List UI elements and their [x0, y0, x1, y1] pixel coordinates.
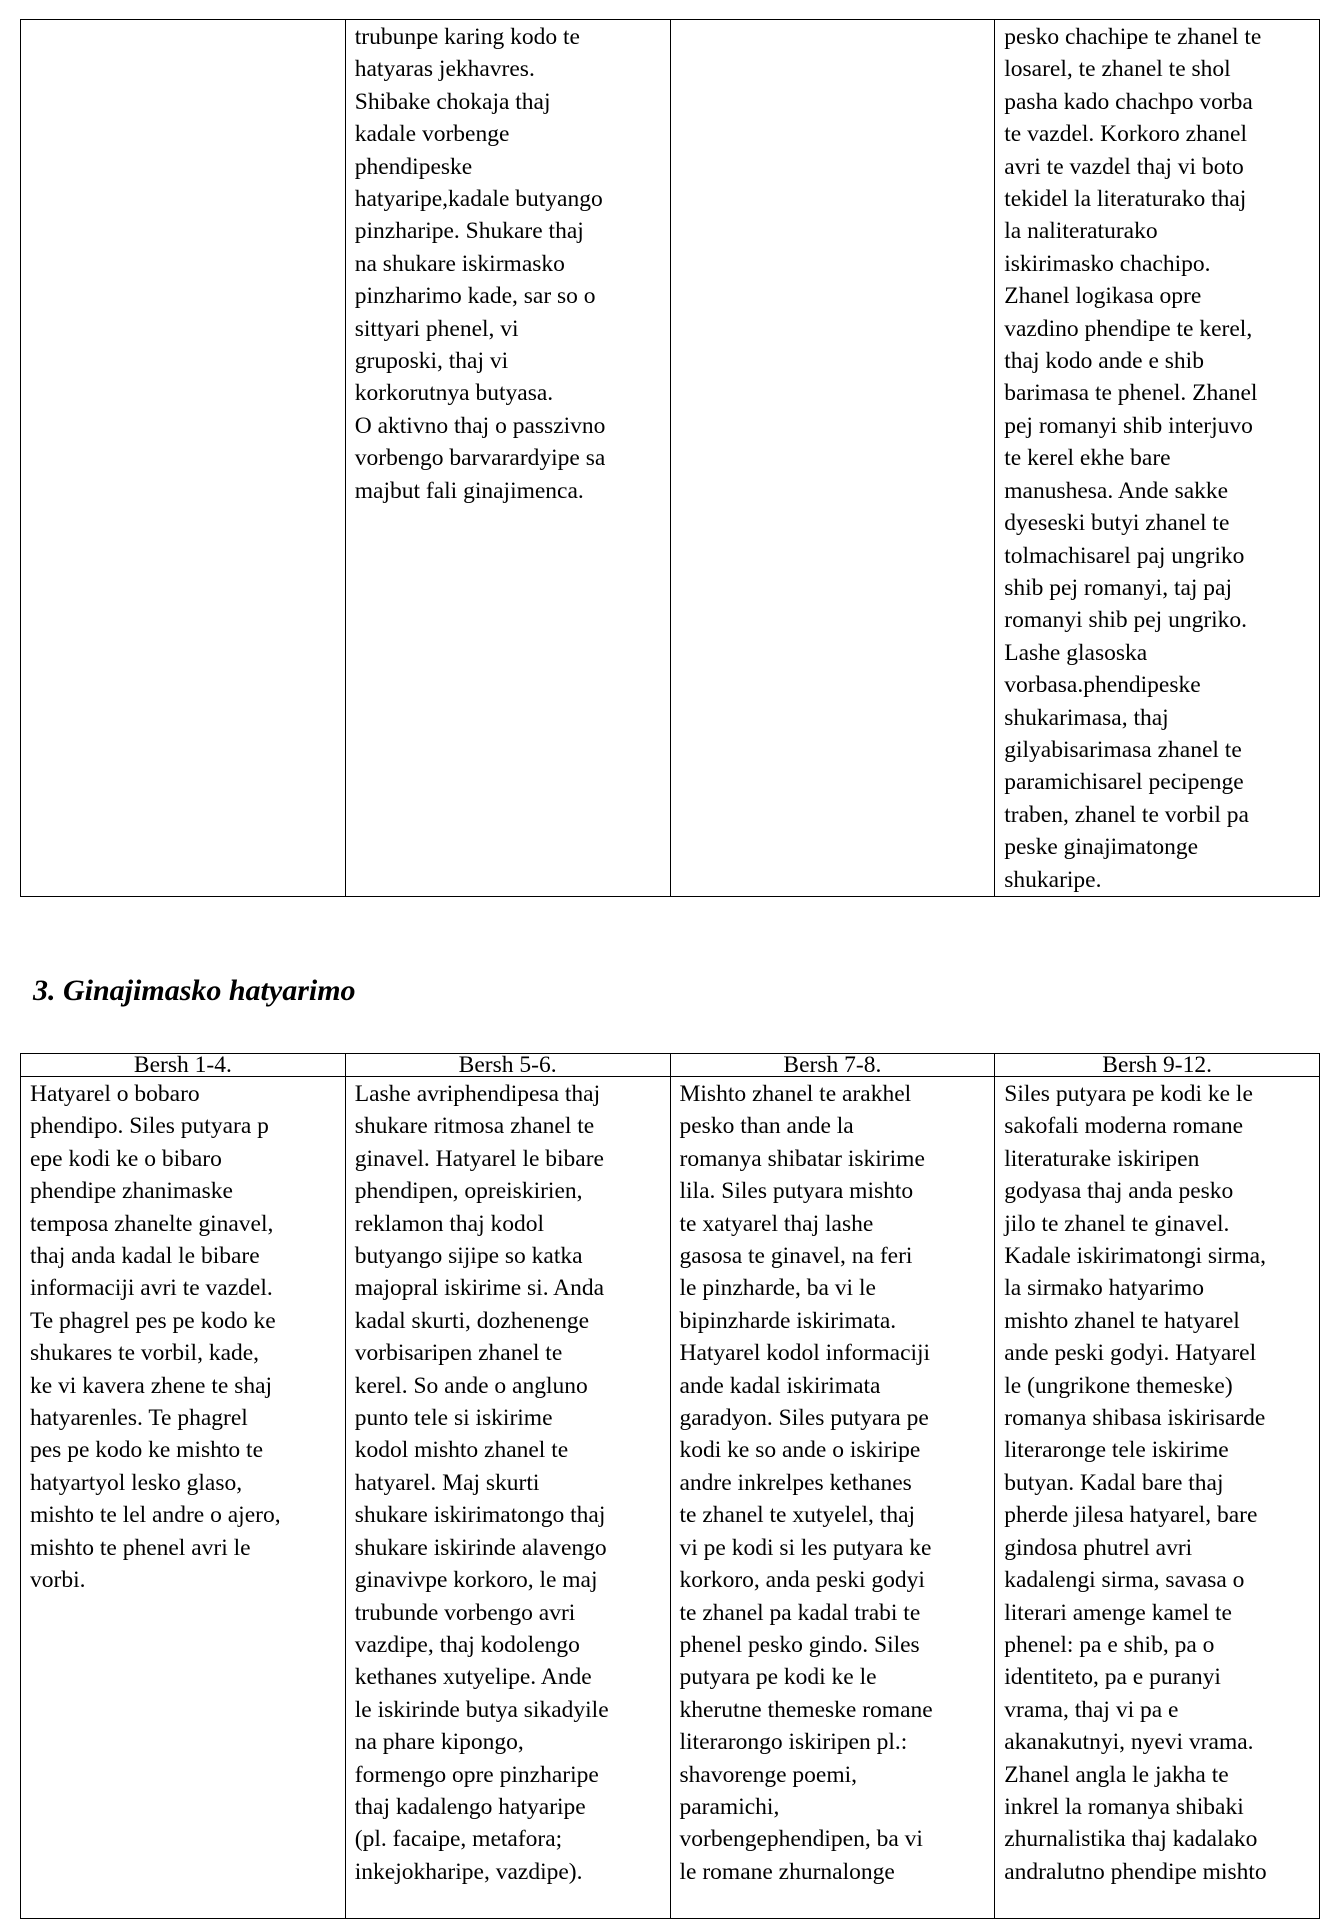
table-cell-col1 [21, 20, 346, 897]
cell-text: Mishto zhanel te arakhel pesko than ande la romanya shibatar iskirime lila. Siles putyara mishto te xatyarel thaj lashe gasosa te ginavel, na feri le pinzharde, ba vi le bipinzharde iskirimata. Hatyarel kodol informaciji ande kadal iskirimata garadyon. Siles putyara pe kodi ke so ande o iskiripe andre inkrelpes kethanes te zhanel te xutyelel, thaj vi pe kodi si les putyara ke korkoro, anda peski godyi te zhanel pa kadal trabi te phenel pesko gindo. Siles putyara pe kodi ke le kherutne themeske romane literarongo iskiripen pl.: shavorenge poemi, paramichi, vorbengephendipen, ba vi le romane zhurnalonge [679, 1081, 933, 1885]
cell-text: Siles putyara pe kodi ke le sakofali moderna romane literaturake iskiripen godyasa thaj anda pesko jilo te zhanel te ginavel. Kadale iskirimatongi sirma, la sirmako hatyarimo mishto zhanel te hatyarel ande peski godyi. Hatyarel le (ungrikone themeske) romanya shibasa iskirisarde literaronge tele iskirime butyan. Kadal bare thaj pherde jilesa hatyarel, bare gindosa phutrel avri kadalengi sirma, savasa o literari amenge kamel te phenel: pa e shib, pa o identiteto, pa e puranyi vrama, thaj vi pa e akanakutnyi, nyevi vrama. Zhanel angla le jakha te inkrel la romanya shibaki zhurnalistika thaj kadalako andralutno phendipe mishto [1004, 1081, 1267, 1885]
table-cell [21, 1077, 346, 1919]
column-header: Bersh 7-8. [670, 1054, 995, 1077]
table-cell-col4 [995, 20, 1320, 897]
continuation-table [20, 19, 1320, 897]
column-header: Bersh 5-6. [345, 1054, 670, 1077]
table-row [21, 20, 1320, 897]
table-cell [995, 1077, 1320, 1919]
grade-table [20, 1053, 1320, 1919]
table-header-row [21, 1054, 1320, 1077]
cell-text: Lashe avriphendipesa thaj shukare ritmosa zhanel te ginavel. Hatyarel le bibare phendipen, opreiskirien, reklamon thaj kodol butyango sijipe so katka majopral iskirime si. Anda kadal skurti, dozhenenge vorbisaripen zhanel te kerel. So ande o angluno punto tele si iskirime kodol mishto zhanel te hatyarel. Maj skurti shukare iskirimatongo thaj shukare iskirinde alavengo ginavivpe korkoro, le maj trubunde vorbengo avri vazdipe, thaj kodolengo kethanes xutyelipe. Ande le iskirinde butya sikadyile na phare kipongo, formengo opre pinzharipe thaj kadalengo hatyaripe (pl. facaipe, metafora; inkejokharipe, vazdipe). [354, 1081, 609, 1885]
column-header: Bersh 1-4. [21, 1054, 346, 1077]
table-row [21, 1077, 1320, 1919]
table-cell [345, 1077, 670, 1919]
table-cell-col2 [345, 20, 670, 897]
table-cell-col3 [670, 20, 995, 897]
cell-text: trubunpe karing kodo te hatyaras jekhavres. Shibake chokaja thaj kadale vorbenge phendipeske hatyaripe,kadale butyango pinzharipe. Shukare thaj na shukare iskirmasko pinzharimo kade, sar so o sittyari phenel, vi gruposki, thaj vi korkorutnya butyasa. O aktivno thaj o passzivno vorbengo barvarardyipe sa majbut fali ginajimenca. [354, 24, 606, 504]
cell-text: Hatyarel o bobaro phendipo. Siles putyara p epe kodi ke o bibaro phendipe zhanimaske temposa zhanelte ginavel, thaj anda kadal le bibare informaciji avri te vazdel. Te phagrel pes pe kodo ke shukares te vorbil, kade, ke vi kavera zhene te shaj hatyarenles. Te phagrel pes pe kodo ke mishto te hatyartyol lesko glaso, mishto te lel andre o ajero, mishto te phenel avri le vorbi. [30, 1081, 281, 1594]
section-heading: 3. Ginajimasko hatyarimo [33, 974, 356, 1007]
cell-text: pesko chachipe te zhanel te losarel, te zhanel te shol pasha kado chachpo vorba te vazdel. Korkoro zhanel avri te vazdel thaj vi boto tekidel la literaturako thaj la naliteraturako iskirimasko chachipo. Zhanel logikasa opre vazdino phendipe te kerel, thaj kodo ande e shib barimasa te phenel. Zhanel pej romanyi shib interjuvo te kerel ekhe bare manushesa. Ande sakke dyeseski butyi zhanel te tolmachisarel paj ungriko shib pej romanyi, taj paj romanyi shib pej ungriko. Lashe glasoska vorbasa.phendipeske shukarimasa, thaj gilyabisarimasa zhanel te paramichisarel pecipenge traben, zhanel te vorbil pa peske ginajimatonge shukaripe. [1004, 24, 1262, 893]
table-cell [670, 1077, 995, 1919]
column-header: Bersh 9-12. [995, 1054, 1320, 1077]
